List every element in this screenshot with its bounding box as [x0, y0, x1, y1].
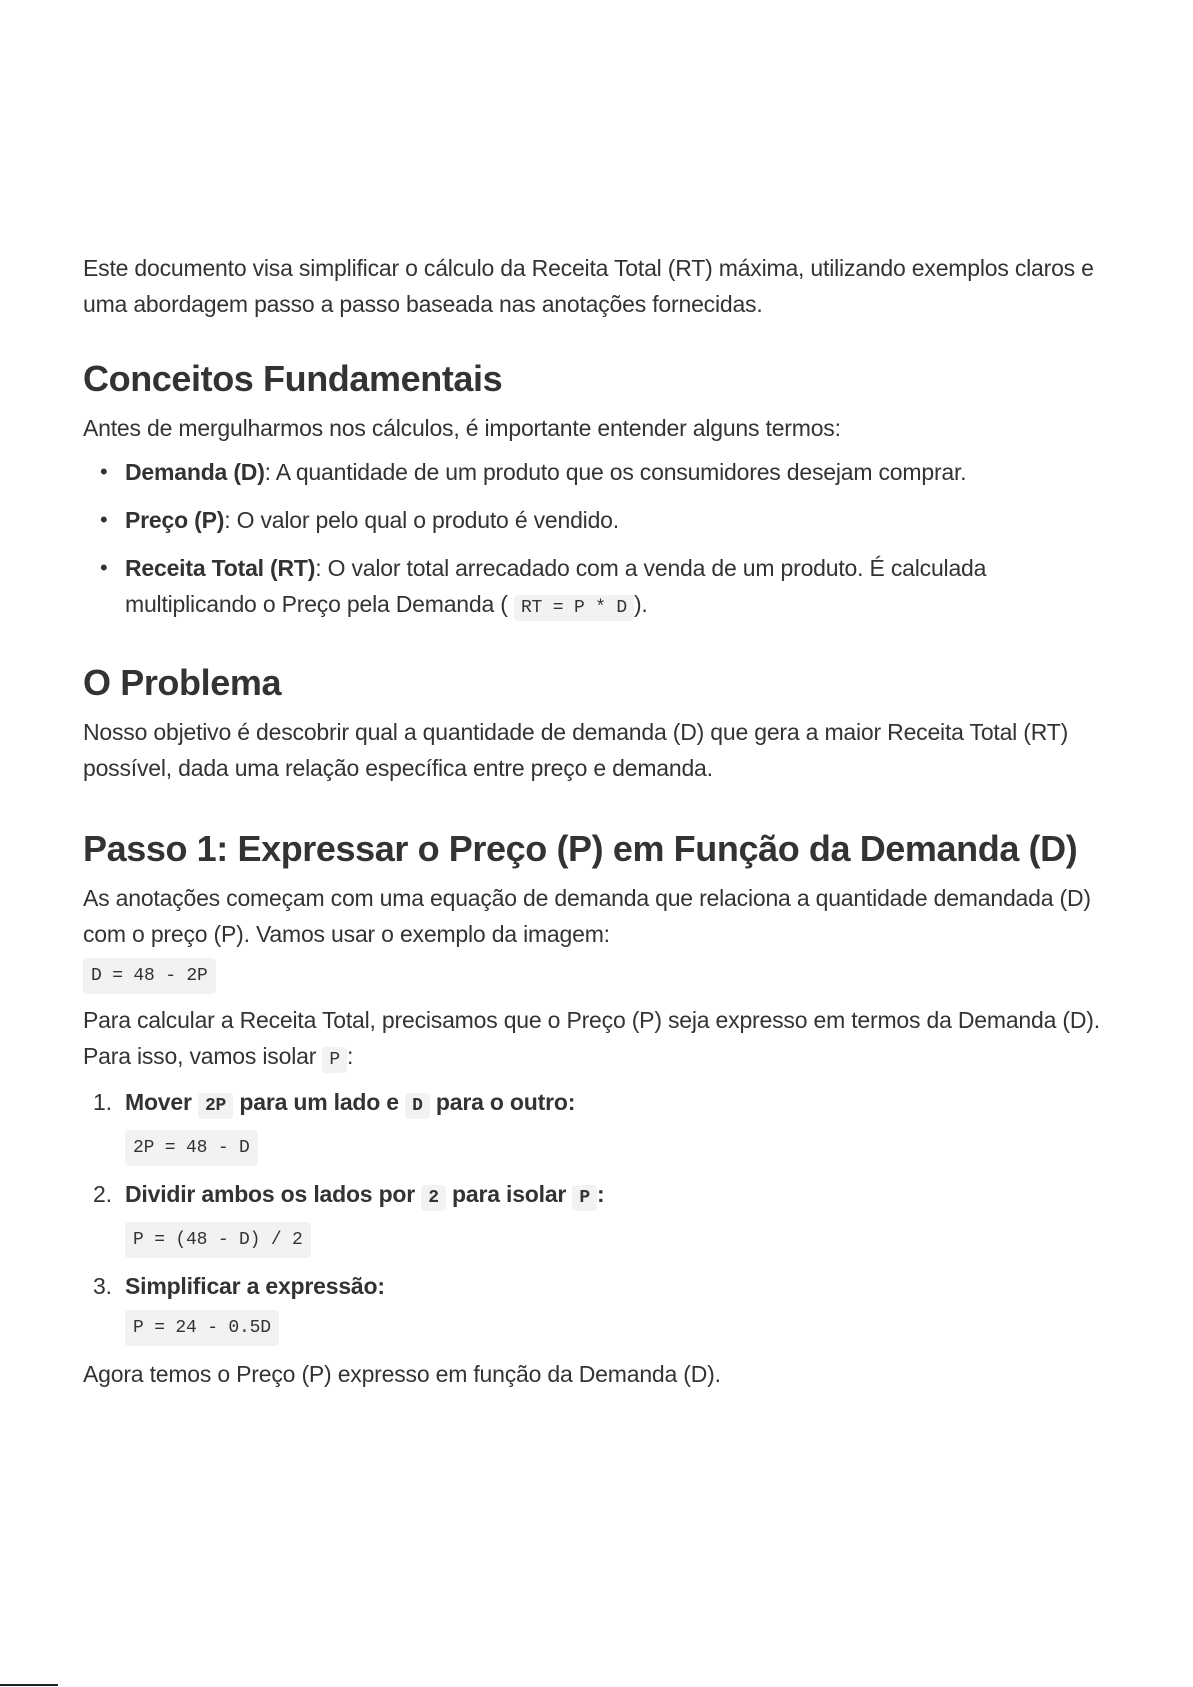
demand-equation-code: D = 48 - 2P — [83, 958, 216, 994]
definition-text: : A quantidade de um produto que os consumidores desejam comprar. — [264, 459, 967, 485]
list-item — [83, 502, 1123, 538]
definition-tail: ). — [633, 591, 648, 617]
step-result-code: P = 24 - 0.5D — [125, 1310, 279, 1346]
isolate-tail: : — [346, 1043, 354, 1069]
concepts-lead: Antes de mergulharmos nos cálculos, é importante entender alguns termos: — [83, 415, 841, 441]
inline-code-p: P — [322, 1047, 347, 1073]
page-edge-line — [0, 1684, 58, 1686]
step-title — [125, 1181, 604, 1207]
inline-code: D — [405, 1093, 430, 1119]
step-text: Mover — [125, 1089, 192, 1115]
problem-paragraph: Nosso objetivo é descobrir qual a quantidade de demanda (D) que gera a maior Receita Total (RT) possível, dada uma relação específica entre preço e demanda. — [83, 719, 1069, 781]
step-text: para o outro: — [435, 1089, 576, 1115]
definition-text: : O valor total arrecadado com a venda de um produto. É calculada multiplicando o Preço pela Demanda ( — [125, 555, 987, 617]
step1-lead: As anotações começam com uma equação de demanda que relaciona a quantidade demandada (D) com o preço (P). Vamos usar o exemplo da imagem: — [83, 885, 1091, 947]
inline-code: 2P — [198, 1093, 233, 1119]
intro-paragraph: Este documento visa simplificar o cálculo da Receita Total (RT) máxima, utilizando exemplos claros e uma abordagem passo a passo baseada nas anotações fornecidas. — [83, 255, 1094, 317]
step-number: 1. — [93, 1089, 112, 1115]
list-item — [83, 454, 1123, 490]
step-text: Dividir ambos os lados por — [125, 1181, 416, 1207]
definition-text: : O valor pelo qual o produto é vendido. — [224, 507, 619, 533]
bullet-icon: • — [100, 507, 108, 532]
problem-heading: O Problema — [83, 662, 282, 703]
inline-code: 2 — [421, 1185, 446, 1211]
term-demanda: Demanda (D) — [125, 459, 265, 485]
list-item — [83, 1084, 1123, 1172]
step-title — [125, 1089, 575, 1115]
concepts-list — [83, 454, 1123, 626]
term-preco: Preço (P) — [125, 507, 225, 533]
step1-heading: Passo 1: Expressar o Preço (P) em Função da Demanda (D) — [83, 828, 1078, 869]
step-title: Simplificar a expressão: — [125, 1273, 385, 1299]
inline-code: P — [572, 1185, 597, 1211]
step-result-code: 2P = 48 - D — [125, 1130, 258, 1166]
document-page — [83, 250, 1123, 1392]
steps-list — [83, 1084, 1123, 1352]
isolate-paragraph — [83, 1002, 1123, 1078]
step-result-code: P = (48 - D) / 2 — [125, 1222, 311, 1258]
step-number: 2. — [93, 1181, 112, 1207]
bullet-icon: • — [100, 555, 108, 580]
term-receita-total: Receita Total (RT) — [125, 555, 316, 581]
list-item — [83, 1176, 1123, 1264]
inline-code-rt-formula: RT = P * D — [514, 595, 634, 621]
isolate-text: Para calcular a Receita Total, precisamos que o Preço (P) seja expresso em termos da Demanda (D). Para isso, vamos isolar — [83, 1007, 1100, 1069]
concepts-heading: Conceitos Fundamentais — [83, 358, 503, 399]
step-number: 3. — [93, 1273, 112, 1299]
list-item — [83, 550, 1123, 626]
conclusion-paragraph: Agora temos o Preço (P) expresso em função da Demanda (D). — [83, 1361, 721, 1387]
step-text: : — [597, 1181, 605, 1207]
list-item — [83, 1268, 1123, 1352]
bullet-icon: • — [100, 459, 108, 484]
step-text: para isolar — [452, 1181, 567, 1207]
step-text: para um lado e — [239, 1089, 399, 1115]
